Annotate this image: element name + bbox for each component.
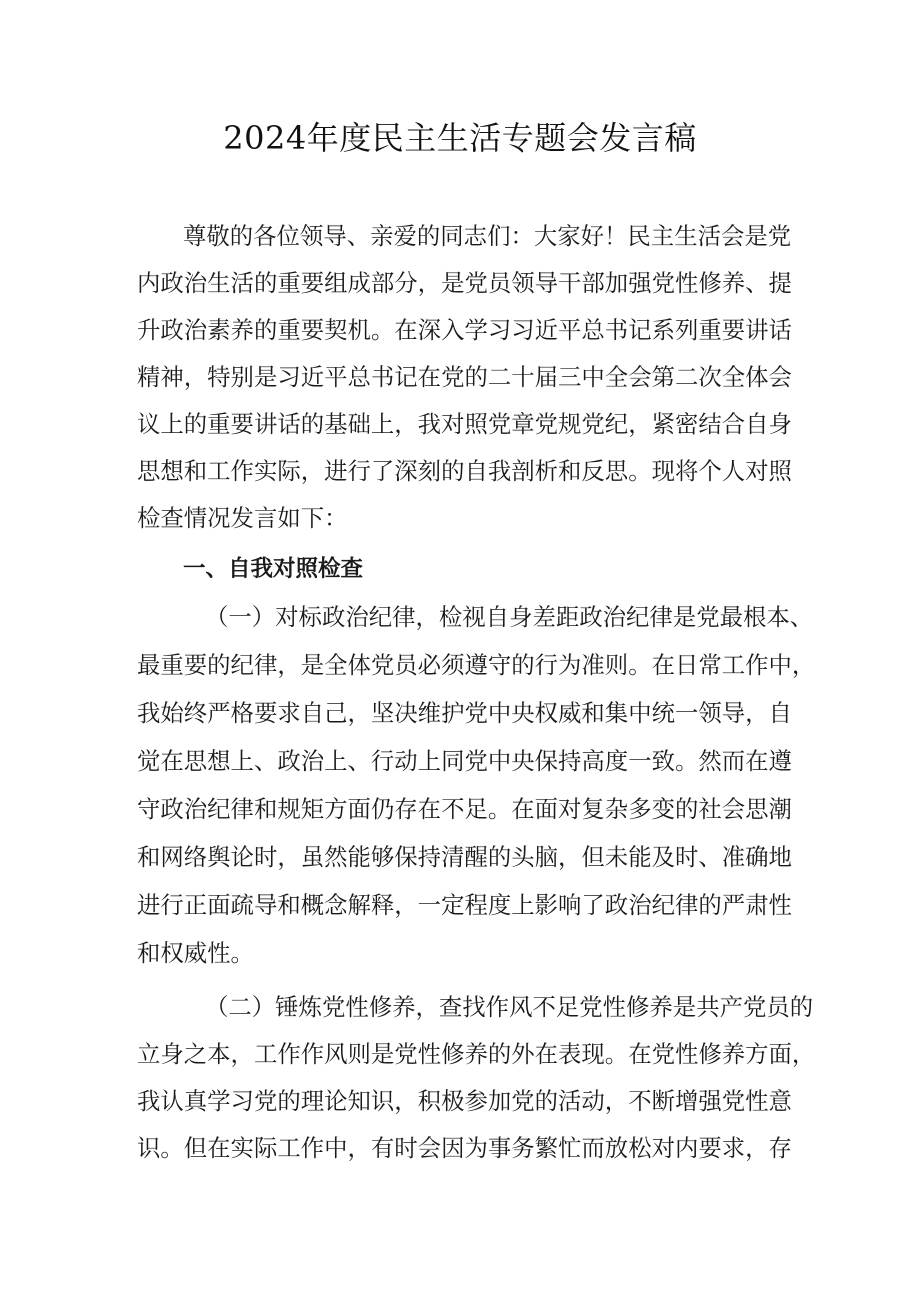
section-heading: 一、自我对照检查	[183, 556, 364, 582]
sub1-line: 和权威性。	[137, 939, 254, 967]
intro-line: 升政治素养的重要契机。在深入学习习近平总书记系列重要讲话	[137, 316, 792, 344]
intro-line: 尊敬的各位领导、亲爱的同志们：大家好！民主生活会是党	[183, 222, 792, 250]
intro-line: 思想和工作实际，进行了深刻的自我剖析和反思。现将个人对照	[137, 457, 792, 485]
sub1-line: 和网络舆论时，虽然能够保持清醒的头脑，但未能及时、准确地	[137, 843, 792, 871]
sub1-line: 守政治纪律和规矩方面仍存在不足。在面对复杂多变的社会思潮	[137, 795, 792, 823]
sub2-line: （二）锤炼党性修养，查找作风不足党性修养是共产党员的	[205, 993, 814, 1021]
sub1-line: （一）对标政治纪律，检视自身差距政治纪律是党最根本、	[205, 603, 814, 631]
sub2-line: 识。但在实际工作中，有时会因为事务繁忙而放松对内要求，存	[137, 1134, 792, 1162]
document-title: 2024年度民主生活专题会发言稿	[223, 119, 697, 157]
intro-line: 检查情况发言如下：	[137, 504, 348, 532]
sub2-line: 我认真学习党的理论知识，积极参加党的活动，不断增强党性意	[137, 1087, 792, 1115]
sub1-line: 觉在思想上、政治上、行动上同党中央保持高度一致。然而在遵	[137, 747, 792, 775]
intro-line: 精神，特别是习近平总书记在党的二十届三中全会第二次全体会	[137, 363, 792, 391]
sub1-line: 我始终严格要求自己，坚决维护党中央权威和集中统一领导，自	[137, 699, 792, 727]
sub1-line: 进行正面疏导和概念解释，一定程度上影响了政治纪律的严肃性	[137, 891, 792, 919]
intro-line: 议上的重要讲话的基础上，我对照党章党规党纪，紧密结合自身	[137, 410, 792, 438]
sub2-line: 立身之本，工作作风则是党性修养的外在表现。在党性修养方面，	[137, 1040, 816, 1068]
sub1-line: 最重要的纪律，是全体党员必须遵守的行为准则。在日常工作中，	[137, 651, 816, 679]
intro-line: 内政治生活的重要组成部分，是党员领导干部加强党性修养、提	[137, 269, 792, 297]
